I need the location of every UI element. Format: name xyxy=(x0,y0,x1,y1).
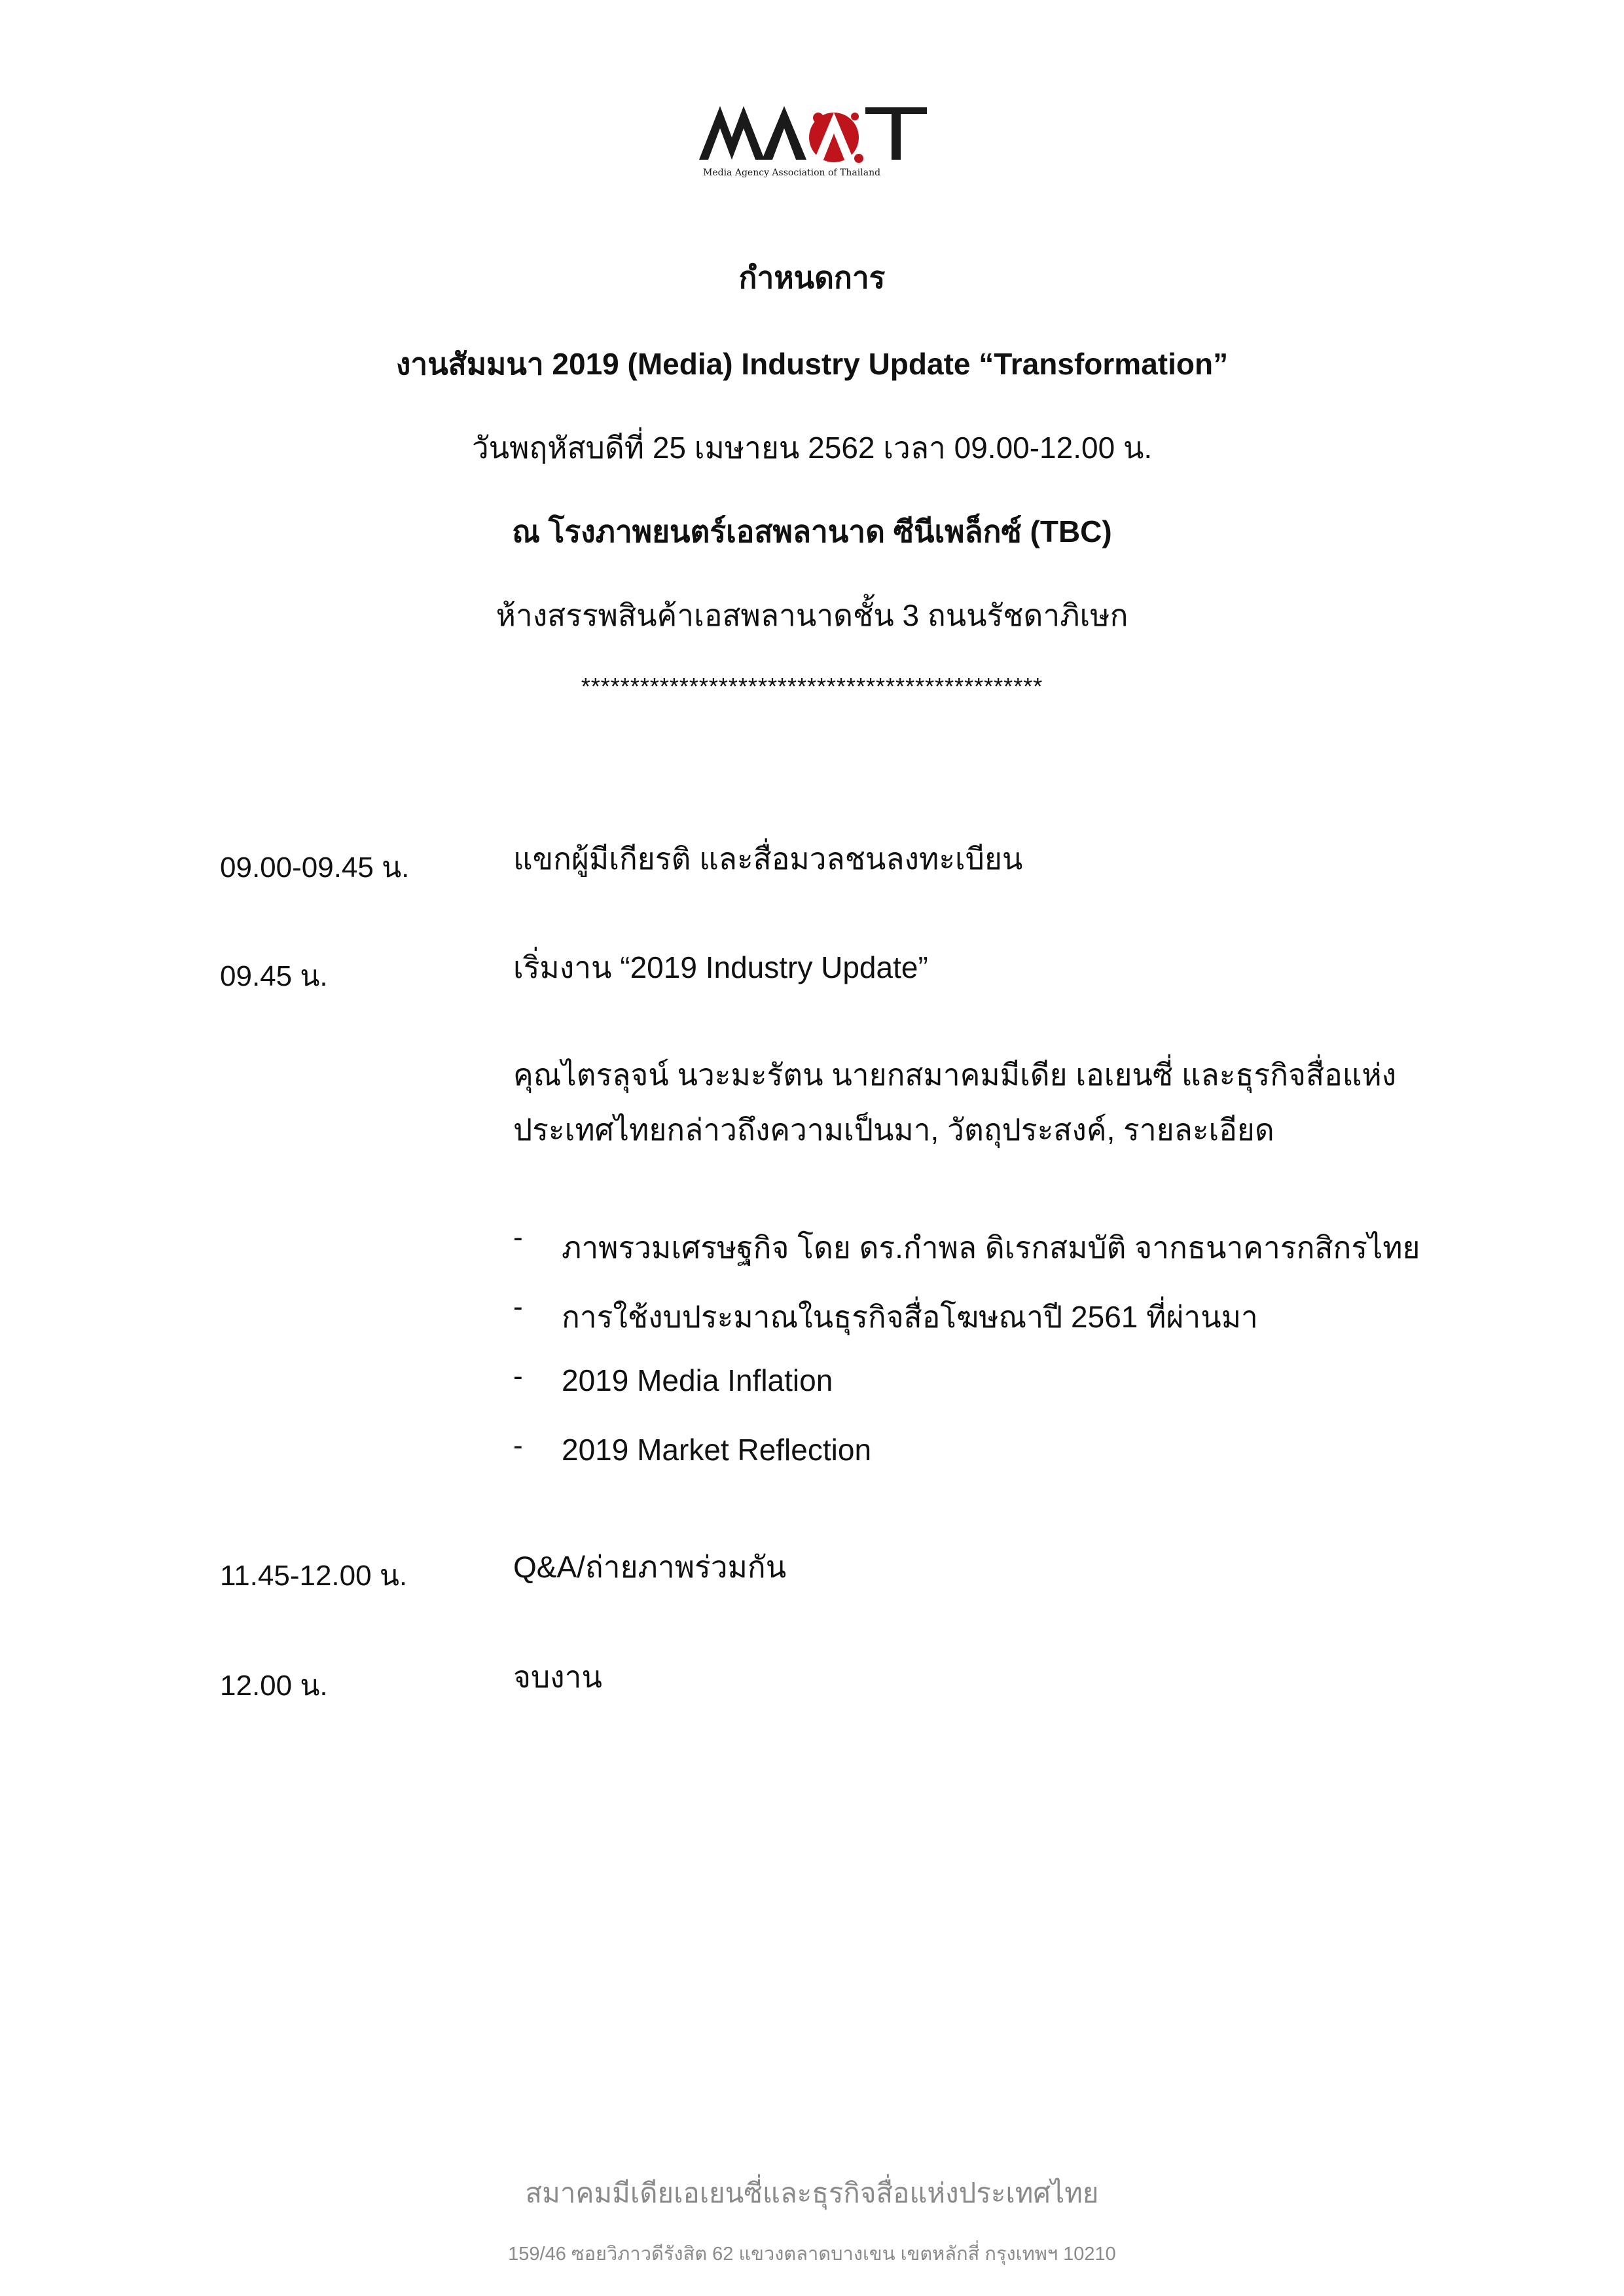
bullet-dash: - xyxy=(513,1360,523,1392)
bullet-item: 2019 Market Reflection xyxy=(562,1433,872,1467)
bullet-item: 2019 Media Inflation xyxy=(562,1363,833,1397)
agenda-text-1: แขกผู้มีเกียรติ และสื่อมวลชนลงทะเบียน xyxy=(513,842,1023,876)
footer-organization-name: สมาคมมีเดียเอเยนซี่และธุรกิจสื่อแห่งประเทศไทย xyxy=(525,2178,1099,2208)
event-date: วันพฤหัสบดีที่ 25 เมษายน 2562 เวลา 09.00-12.00 น. xyxy=(471,431,1153,465)
star-divider: *********************************************** xyxy=(581,673,1043,700)
footer-address: 159/46 ซอยวิภาวดีรังสิต 62 แขวงตลาดบางเขน เขตหลักสี่ กรุงเทพฯ 10210 xyxy=(508,2244,1116,2265)
agenda-detail-line-1: คุณไตรลุจน์ นวะมะรัตน นายกสมาคมมีเดีย เอเยนซี่ และธุรกิจสื่อแห่ง xyxy=(513,1058,1397,1092)
event-subtitle: งานสัมมนา 2019 (Media) Industry Update “Transformation” xyxy=(395,347,1229,381)
agenda-time-4: 12.00 น. xyxy=(220,1670,328,1702)
agenda-text-3: Q&A/ถ่ายภาพร่วมกัน xyxy=(513,1550,787,1584)
event-venue: ณ โรงภาพยนตร์เอสพลานาด ซีนีเพล็กซ์ (TBC) xyxy=(512,514,1112,548)
bullet-dash: - xyxy=(513,1429,523,1462)
agenda-text-4: จบงาน xyxy=(513,1660,602,1694)
event-address: ห้างสรรพสินค้าเอสพลานาดชั้น 3 ถนนรัชดาภิเษก xyxy=(496,598,1128,632)
bullet-item: ภาพรวมเศรษฐกิจ โดย ดร.กำพล ดิเรกสมบัติ จากธนาคารกสิกรไทย xyxy=(562,1230,1420,1265)
agenda-time-3: 11.45-12.00 น. xyxy=(220,1560,408,1592)
maat-logo xyxy=(694,98,929,183)
bullet-item: การใช้งบประมาณในธุรกิจสื่อโฆษณาปี 2561 ที่ผ่านมา xyxy=(562,1300,1258,1334)
agenda-text-2: เริ่มงาน “2019 Industry Update” xyxy=(513,950,928,984)
page-title: กำหนดการ xyxy=(738,260,886,295)
agenda-detail-line-2: ประเทศไทยกล่าวถึงความเป็นมา, วัตถุประสงค์, รายละเอียด xyxy=(513,1113,1274,1147)
agenda-time-2: 09.45 น. xyxy=(220,960,328,992)
bullet-dash: - xyxy=(513,1291,523,1323)
bullet-dash: - xyxy=(513,1221,523,1253)
logo-tagline: Media Agency Association of Thailand xyxy=(703,168,881,178)
agenda-time-1: 09.00-09.45 น. xyxy=(220,852,410,884)
